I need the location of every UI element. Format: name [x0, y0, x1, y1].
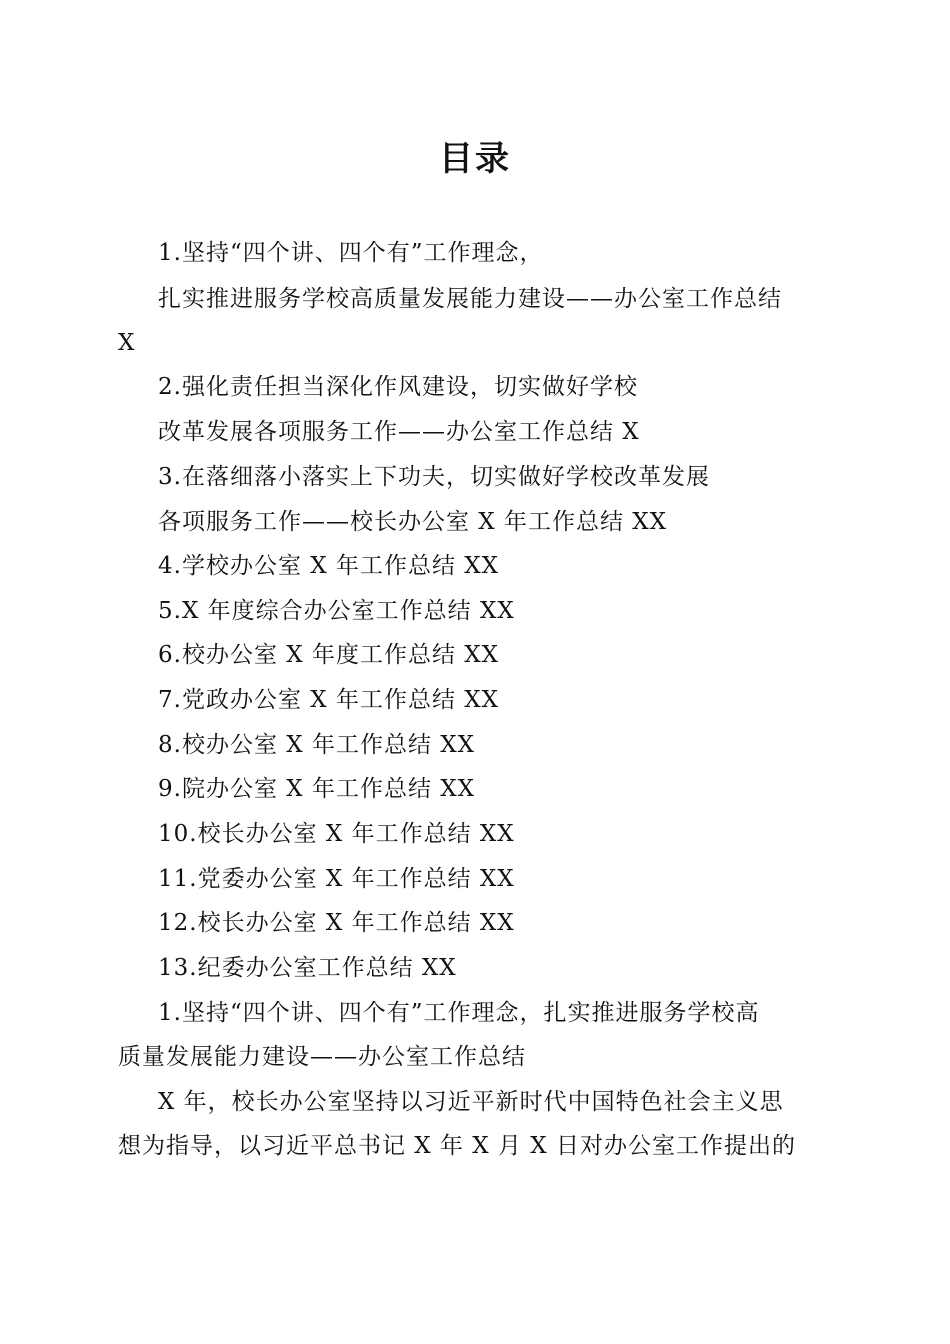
toc-item-13: 13.纪委办公室工作总结 XX	[158, 955, 457, 981]
toc-item-2-line-1: 2.强化责任担当深化作风建设，切实做好学校	[158, 374, 638, 400]
toc-item-3-line-2: 各项服务工作——校长办公室 X 年工作总结 XX	[158, 509, 668, 535]
page-title: 目录	[439, 139, 511, 179]
toc-item-12: 12.校长办公室 X 年工作总结 XX	[158, 910, 515, 936]
toc-item-2-line-2: 改革发展各项服务工作——办公室工作总结 X	[158, 419, 640, 445]
toc-item-4: 4.学校办公室 X 年工作总结 XX	[158, 553, 499, 579]
toc-item-7: 7.党政办公室 X 年工作总结 XX	[158, 687, 499, 713]
toc-item-1-line-2: 扎实推进服务学校高质量发展能力建设——办公室工作总结	[158, 286, 782, 312]
toc-item-6: 6.校办公室 X 年度工作总结 XX	[158, 642, 499, 668]
toc-item-1-line-1: 1.坚持“四个讲、四个有”工作理念，	[158, 240, 544, 266]
toc-item-10: 10.校长办公室 X 年工作总结 XX	[158, 821, 515, 847]
toc-item-11: 11.党委办公室 X 年工作总结 XX	[158, 866, 515, 892]
paragraph-line-1: X 年，校长办公室坚持以习近平新时代中国特色社会主义思	[158, 1089, 784, 1115]
toc-item-5: 5.X 年度综合办公室工作总结 XX	[158, 598, 515, 624]
paragraph-line-2: 想为指导，以习近平总书记 X 年 X 月 X 日对办公室工作提出的	[118, 1133, 796, 1159]
toc-item-3-line-1: 3.在落细落小落实上下功夫，切实做好学校改革发展	[158, 464, 710, 490]
toc-item-1-line-3: X	[118, 330, 136, 356]
section-heading-line-2: 质量发展能力建设——办公室工作总结	[118, 1044, 526, 1070]
toc-item-9: 9.院办公室 X 年工作总结 XX	[158, 776, 475, 802]
toc-item-8: 8.校办公室 X 年工作总结 XX	[158, 732, 475, 758]
section-heading-line-1: 1.坚持“四个讲、四个有”工作理念，扎实推进服务学校高	[158, 1000, 760, 1026]
